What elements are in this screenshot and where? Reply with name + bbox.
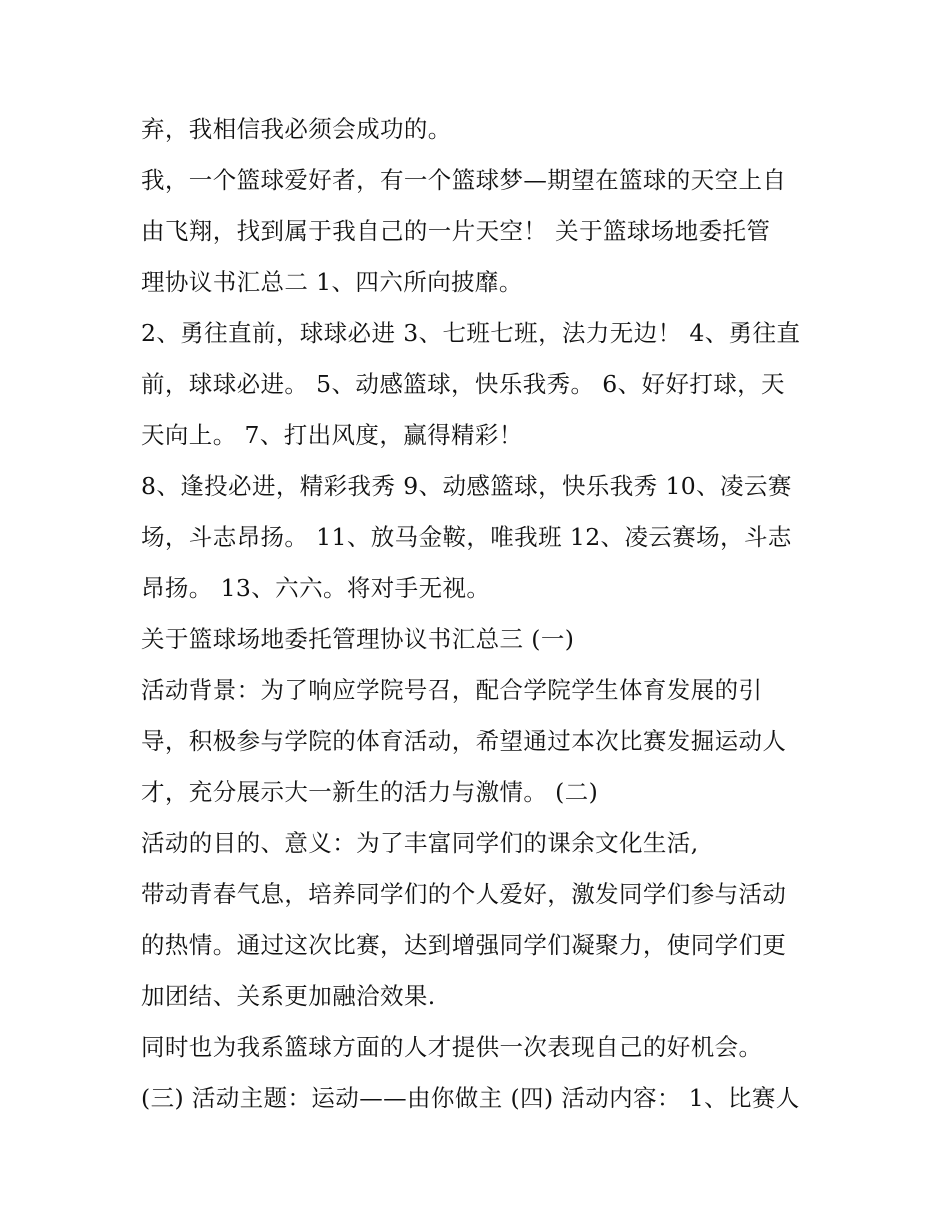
text-line: 才，充分展示大一新生的活力与激情。 (二)	[141, 778, 599, 806]
text-line: 8、逢投必进，精彩我秀 9、动感篮球，快乐我秀 10、凌云赛	[141, 472, 792, 500]
text-line: (三) 活动主题：运动——由你做主 (四) 活动内容： 1、比赛人	[141, 1084, 800, 1112]
text-line: 理协议书汇总二 1、四六所向披靡。	[141, 268, 523, 296]
text-line: 2、勇往直前，球球必进 3、七班七班，法力无边！ 4、勇往直	[141, 319, 801, 347]
text-line: 前，球球必进。 5、动感篮球，快乐我秀。 6、好好打球，天	[141, 370, 785, 398]
text-line: 我，一个篮球爱好者，有一个篮球梦—期望在篮球的天空上自	[141, 166, 787, 194]
text-line: 弃，我相信我必须会成功的。	[141, 115, 452, 143]
section-heading: 关于篮球场地委托管理协议书汇总三 (一)	[141, 625, 575, 653]
text-line: 加团结、关系更加融洽效果.	[141, 982, 436, 1010]
text-line: 由飞翔，找到属于我自己的一片天空！ 关于篮球场地委托管	[141, 217, 771, 245]
text-line: 的热情。通过这次比赛，达到增强同学们凝聚力，使同学们更	[141, 931, 787, 959]
text-line: 活动的目的、意义：为了丰富同学们的课余文化生活,	[141, 829, 699, 857]
text-line: 天向上。 7、打出风度，赢得精彩！	[141, 421, 523, 449]
text-line: 导，积极参与学院的体育活动，希望通过本次比赛发掘运动人	[141, 727, 787, 755]
text-line: 同时也为我系篮球方面的人才提供一次表现自己的好机会。	[141, 1033, 763, 1061]
text-line: 带动青春气息，培养同学们的个人爱好，激发同学们参与活动	[141, 880, 787, 908]
text-line: 场，斗志昂扬。 11、放马金鞍，唯我班 12、凌云赛场，斗志	[141, 523, 792, 551]
text-line: 活动背景：为了响应学院号召，配合学院学生体育发展的引	[141, 676, 763, 704]
text-line: 昂扬。 13、六六。将对手无视。	[141, 574, 491, 602]
